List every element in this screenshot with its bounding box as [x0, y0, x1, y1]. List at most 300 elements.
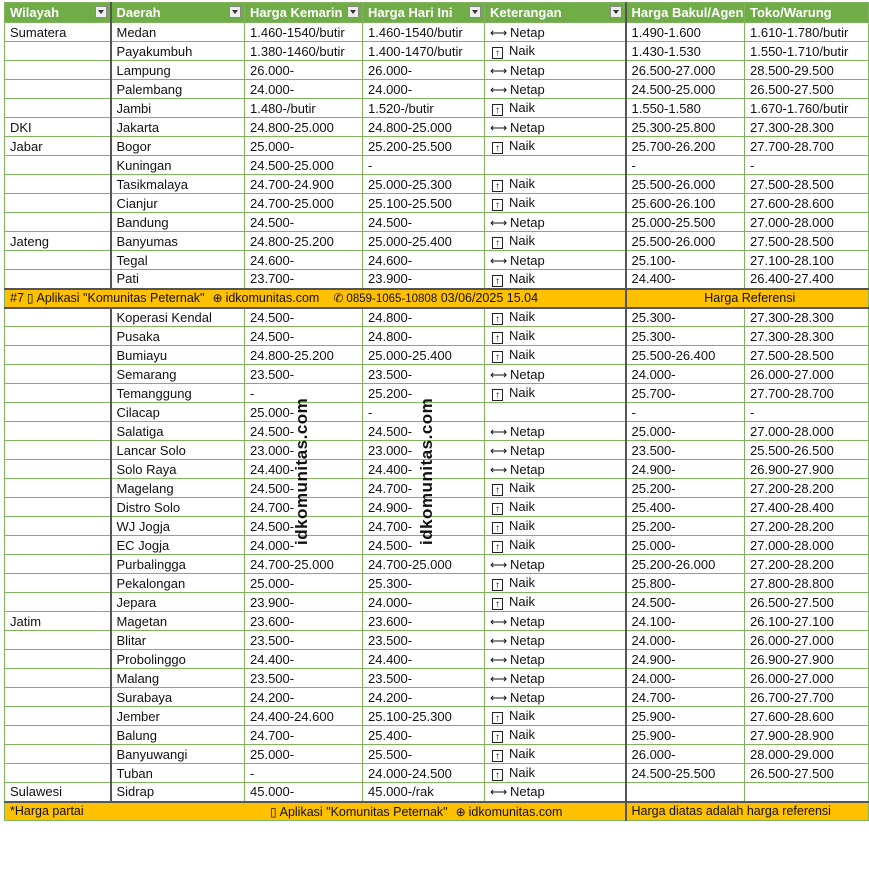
table-cell[interactable] — [485, 403, 626, 422]
table-cell[interactable] — [5, 23, 111, 42]
arrow-left-right-icon: ⟷ — [490, 443, 508, 458]
table-cell[interactable] — [363, 631, 485, 650]
table-cell[interactable] — [745, 688, 869, 707]
table-cell[interactable] — [245, 61, 363, 80]
table-cell[interactable] — [485, 175, 626, 194]
table-cell[interactable] — [245, 365, 363, 384]
table-cell[interactable] — [111, 574, 245, 593]
table-cell[interactable] — [485, 783, 626, 802]
table-cell[interactable] — [111, 384, 245, 403]
table-cell[interactable] — [485, 232, 626, 251]
table-row — [5, 612, 869, 631]
table-cell[interactable] — [5, 460, 111, 479]
table-cell[interactable] — [5, 80, 111, 99]
table-cell[interactable] — [5, 707, 111, 726]
table-cell[interactable] — [485, 631, 626, 650]
table-cell[interactable] — [363, 194, 485, 213]
table-cell[interactable] — [363, 764, 485, 783]
table-cell[interactable] — [5, 764, 111, 783]
table-cell[interactable] — [485, 574, 626, 593]
table-cell[interactable] — [363, 156, 485, 175]
table-cell[interactable] — [485, 536, 626, 555]
cell-value: 24.700-25.000 — [368, 556, 452, 572]
table-cell[interactable] — [745, 99, 869, 118]
table-cell[interactable] — [5, 213, 111, 232]
table-cell[interactable] — [626, 498, 745, 517]
table-cell[interactable] — [485, 270, 626, 289]
table-cell[interactable] — [363, 555, 485, 574]
table-cell[interactable] — [245, 232, 363, 251]
table-cell[interactable] — [363, 118, 485, 137]
table-cell[interactable] — [363, 365, 485, 384]
table-cell[interactable] — [485, 99, 626, 118]
table-cell[interactable] — [245, 612, 363, 631]
band-website[interactable]: idkomunitas.com — [225, 291, 320, 305]
table-cell[interactable] — [111, 327, 245, 346]
table-cell[interactable] — [245, 213, 363, 232]
table-cell[interactable] — [363, 232, 485, 251]
table-cell[interactable] — [745, 764, 869, 783]
table-cell[interactable] — [5, 479, 111, 498]
table-cell[interactable] — [111, 23, 245, 42]
table-cell[interactable] — [626, 688, 745, 707]
table-cell[interactable] — [5, 99, 111, 118]
table-cell[interactable] — [111, 726, 245, 745]
table-cell[interactable] — [745, 631, 869, 650]
table-cell[interactable] — [485, 365, 626, 384]
table-cell[interactable] — [5, 232, 111, 251]
table-cell[interactable] — [245, 23, 363, 42]
table-cell[interactable] — [111, 403, 245, 422]
table-cell[interactable] — [363, 308, 485, 327]
table-cell[interactable] — [245, 707, 363, 726]
table-cell[interactable] — [245, 99, 363, 118]
table-cell[interactable] — [626, 308, 745, 327]
table-cell[interactable] — [626, 764, 745, 783]
table-cell[interactable] — [485, 555, 626, 574]
table-cell[interactable] — [626, 555, 745, 574]
table-cell[interactable] — [485, 669, 626, 688]
table-cell[interactable] — [626, 726, 745, 745]
table-cell[interactable] — [626, 574, 745, 593]
table-cell[interactable] — [745, 745, 869, 764]
table-cell[interactable] — [5, 61, 111, 80]
table-cell[interactable] — [5, 251, 111, 270]
table-cell[interactable] — [626, 232, 745, 251]
cell-value: - — [750, 404, 755, 420]
filter-dropdown-icon[interactable] — [347, 6, 359, 18]
table-cell[interactable] — [245, 156, 363, 175]
table-cell[interactable] — [626, 118, 745, 137]
table-cell[interactable] — [111, 612, 245, 631]
table-cell[interactable] — [485, 137, 626, 156]
table-cell[interactable] — [485, 308, 626, 327]
table-cell[interactable] — [5, 42, 111, 61]
table-cell[interactable] — [485, 726, 626, 745]
table-cell[interactable] — [626, 384, 745, 403]
cell-value: 25.200- — [631, 480, 676, 496]
table-cell[interactable] — [626, 365, 745, 384]
table-cell[interactable] — [111, 650, 245, 669]
cell-value: Jateng — [10, 233, 50, 249]
table-cell[interactable] — [5, 593, 111, 612]
table-cell[interactable] — [111, 99, 245, 118]
cell-value: 25.000-25.400 — [368, 233, 452, 249]
table-cell[interactable] — [5, 669, 111, 688]
cell-value: 24.500-25.500 — [631, 765, 716, 781]
table-cell[interactable] — [485, 80, 626, 99]
table-cell[interactable] — [626, 650, 745, 669]
table-cell[interactable] — [245, 194, 363, 213]
table-cell[interactable] — [745, 422, 869, 441]
table-cell[interactable] — [485, 384, 626, 403]
table-cell[interactable] — [111, 365, 245, 384]
table-cell[interactable] — [111, 764, 245, 783]
table-cell[interactable] — [745, 669, 869, 688]
table-cell[interactable] — [745, 574, 869, 593]
table-cell[interactable] — [485, 593, 626, 612]
table-cell[interactable] — [626, 137, 745, 156]
table-cell[interactable] — [485, 707, 626, 726]
cell-value: 1.460-1540/butir — [368, 24, 463, 40]
table-cell[interactable] — [626, 99, 745, 118]
table-row — [5, 707, 869, 726]
table-cell[interactable] — [626, 593, 745, 612]
cell-value: 25.300- — [368, 575, 413, 591]
table-cell[interactable] — [626, 441, 745, 460]
table-cell[interactable] — [745, 42, 869, 61]
table-cell[interactable] — [363, 23, 485, 42]
table-cell[interactable] — [363, 688, 485, 707]
table-cell[interactable] — [111, 175, 245, 194]
table-cell[interactable] — [485, 194, 626, 213]
table-cell[interactable] — [5, 346, 111, 365]
table-cell[interactable] — [485, 156, 626, 175]
table-cell[interactable] — [626, 403, 745, 422]
table-cell[interactable] — [626, 346, 745, 365]
table-cell[interactable] — [626, 42, 745, 61]
table-cell[interactable] — [363, 650, 485, 669]
filter-dropdown-icon[interactable] — [95, 6, 107, 18]
table-cell[interactable] — [5, 574, 111, 593]
table-cell[interactable] — [245, 726, 363, 745]
table-cell[interactable] — [5, 555, 111, 574]
table-cell[interactable] — [485, 612, 626, 631]
table-cell[interactable] — [626, 631, 745, 650]
table-cell[interactable] — [5, 403, 111, 422]
table-cell[interactable] — [485, 745, 626, 764]
table-cell[interactable] — [5, 175, 111, 194]
table-cell[interactable] — [5, 137, 111, 156]
cell-value: Banyuwangi — [116, 746, 188, 762]
table-cell[interactable] — [245, 175, 363, 194]
table-cell[interactable] — [111, 308, 245, 327]
table-cell[interactable] — [626, 327, 745, 346]
table-cell[interactable] — [111, 232, 245, 251]
table-cell[interactable] — [5, 517, 111, 536]
table-cell[interactable] — [485, 422, 626, 441]
table-cell[interactable] — [5, 726, 111, 745]
table-cell[interactable] — [745, 403, 869, 422]
table-cell[interactable] — [5, 156, 111, 175]
table-cell[interactable] — [111, 137, 245, 156]
table-cell[interactable] — [111, 745, 245, 764]
table-cell[interactable] — [245, 555, 363, 574]
table-cell[interactable] — [626, 783, 745, 802]
table-cell[interactable] — [111, 536, 245, 555]
cell-value: Pekalongan — [116, 575, 186, 591]
table-cell[interactable] — [111, 460, 245, 479]
table-cell[interactable] — [245, 745, 363, 764]
table-cell[interactable] — [745, 327, 869, 346]
table-cell[interactable] — [626, 707, 745, 726]
table-cell[interactable] — [745, 612, 869, 631]
footer-website[interactable]: idkomunitas.com — [468, 804, 563, 819]
cell-value: Naik — [509, 708, 536, 723]
table-cell[interactable] — [245, 308, 363, 327]
table-cell[interactable] — [745, 118, 869, 137]
table-cell[interactable] — [745, 365, 869, 384]
table-cell[interactable] — [745, 251, 869, 270]
table-cell[interactable] — [5, 688, 111, 707]
table-cell[interactable] — [745, 517, 869, 536]
table-cell[interactable] — [363, 42, 485, 61]
table-cell[interactable] — [5, 536, 111, 555]
table-cell[interactable] — [245, 631, 363, 650]
table-cell[interactable] — [626, 536, 745, 555]
table-cell[interactable] — [111, 707, 245, 726]
table-cell[interactable] — [745, 650, 869, 669]
table-cell[interactable] — [245, 574, 363, 593]
table-cell[interactable] — [5, 783, 111, 802]
table-cell[interactable] — [485, 61, 626, 80]
table-cell[interactable] — [626, 251, 745, 270]
table-cell[interactable] — [111, 498, 245, 517]
table-cell[interactable] — [626, 460, 745, 479]
table-cell[interactable] — [111, 593, 245, 612]
table-cell[interactable] — [485, 517, 626, 536]
arrow-up-icon: ↑ — [492, 313, 503, 325]
table-cell[interactable] — [745, 80, 869, 99]
cell-value: Jabar — [10, 138, 43, 154]
table-cell[interactable] — [745, 441, 869, 460]
table-cell[interactable] — [111, 555, 245, 574]
table-cell[interactable] — [5, 745, 111, 764]
table-cell[interactable] — [485, 498, 626, 517]
table-cell[interactable] — [745, 726, 869, 745]
table-cell[interactable] — [111, 688, 245, 707]
table-cell[interactable] — [5, 612, 111, 631]
table-cell[interactable] — [245, 346, 363, 365]
table-cell[interactable] — [245, 669, 363, 688]
filter-dropdown-icon[interactable] — [610, 6, 622, 18]
table-cell[interactable] — [111, 346, 245, 365]
table-cell[interactable] — [111, 194, 245, 213]
table-cell[interactable] — [745, 156, 869, 175]
table-cell[interactable] — [245, 42, 363, 61]
table-cell[interactable] — [245, 688, 363, 707]
table-cell[interactable] — [626, 479, 745, 498]
table-cell[interactable] — [363, 80, 485, 99]
table-cell[interactable] — [745, 384, 869, 403]
table-cell[interactable] — [363, 251, 485, 270]
table-cell[interactable] — [245, 137, 363, 156]
table-cell[interactable] — [745, 707, 869, 726]
table-cell[interactable] — [626, 745, 745, 764]
table-cell[interactable] — [363, 270, 485, 289]
table-cell[interactable] — [745, 270, 869, 289]
table-cell[interactable] — [485, 118, 626, 137]
cell-value: 24.500- — [250, 518, 295, 534]
table-cell[interactable] — [5, 194, 111, 213]
table-cell[interactable] — [5, 118, 111, 137]
table-cell[interactable] — [485, 346, 626, 365]
table-cell[interactable] — [363, 612, 485, 631]
table-cell[interactable] — [626, 422, 745, 441]
table-cell[interactable] — [245, 650, 363, 669]
table-cell[interactable] — [626, 213, 745, 232]
table-cell[interactable] — [363, 327, 485, 346]
filter-dropdown-icon[interactable] — [229, 6, 241, 18]
cell-value: Kuningan — [116, 157, 172, 173]
table-cell[interactable] — [111, 783, 245, 802]
table-cell[interactable] — [111, 631, 245, 650]
table-cell[interactable] — [626, 270, 745, 289]
table-cell[interactable] — [5, 422, 111, 441]
table-cell[interactable] — [485, 251, 626, 270]
table-cell[interactable] — [485, 42, 626, 61]
cell-value: 26.500-27.500 — [750, 765, 834, 781]
table-cell[interactable] — [245, 593, 363, 612]
table-cell[interactable] — [111, 42, 245, 61]
table-row — [5, 308, 869, 327]
table-cell[interactable] — [745, 213, 869, 232]
table-cell[interactable] — [745, 460, 869, 479]
cell-value: 28.500-29.500 — [750, 62, 834, 78]
table-cell[interactable] — [111, 118, 245, 137]
table-cell[interactable] — [111, 517, 245, 536]
table-cell[interactable] — [745, 175, 869, 194]
table-cell[interactable] — [745, 137, 869, 156]
table-cell[interactable] — [111, 156, 245, 175]
table-cell[interactable] — [245, 80, 363, 99]
table-cell[interactable] — [111, 479, 245, 498]
table-cell[interactable] — [745, 593, 869, 612]
table-cell[interactable] — [363, 175, 485, 194]
table-cell[interactable] — [745, 498, 869, 517]
table-cell[interactable] — [485, 441, 626, 460]
table-cell[interactable] — [5, 441, 111, 460]
table-cell[interactable] — [745, 23, 869, 42]
table-cell[interactable] — [626, 612, 745, 631]
table-cell[interactable] — [363, 213, 485, 232]
table-cell[interactable] — [485, 688, 626, 707]
table-cell[interactable] — [485, 764, 626, 783]
table-cell[interactable] — [745, 479, 869, 498]
column-header-label: Toko/Warung — [750, 5, 832, 20]
table-cell[interactable] — [363, 593, 485, 612]
table-cell[interactable] — [745, 308, 869, 327]
table-cell[interactable] — [626, 156, 745, 175]
table-cell[interactable] — [626, 194, 745, 213]
cell-value: 25.400- — [368, 727, 413, 743]
table-cell[interactable] — [363, 574, 485, 593]
cell-value: 25.000- — [250, 746, 295, 762]
table-cell[interactable] — [5, 270, 111, 289]
table-cell[interactable] — [111, 441, 245, 460]
table-cell[interactable] — [111, 213, 245, 232]
table-cell[interactable] — [626, 61, 745, 80]
table-cell[interactable] — [111, 422, 245, 441]
table-cell[interactable] — [626, 669, 745, 688]
cell-value: 23.600- — [250, 613, 295, 629]
cell-value: Netap — [510, 670, 545, 686]
table-cell[interactable] — [485, 460, 626, 479]
table-cell[interactable] — [485, 213, 626, 232]
table-cell[interactable] — [363, 669, 485, 688]
table-cell[interactable] — [363, 99, 485, 118]
table-cell[interactable] — [363, 726, 485, 745]
table-cell[interactable] — [111, 669, 245, 688]
table-cell[interactable] — [626, 80, 745, 99]
table-cell[interactable] — [745, 555, 869, 574]
table-cell[interactable] — [745, 346, 869, 365]
table-cell[interactable] — [245, 251, 363, 270]
table-cell[interactable] — [245, 783, 363, 802]
table-cell[interactable] — [111, 251, 245, 270]
arrow-up-icon: ↑ — [492, 541, 503, 553]
table-cell[interactable] — [363, 137, 485, 156]
table-cell[interactable] — [485, 650, 626, 669]
table-cell[interactable] — [111, 61, 245, 80]
table-cell[interactable] — [626, 517, 745, 536]
cell-value: 25.200-26.000 — [631, 556, 716, 572]
table-cell[interactable] — [5, 308, 111, 327]
cell-value: 26.100-27.100 — [750, 613, 834, 629]
table-cell[interactable] — [5, 631, 111, 650]
table-cell[interactable] — [111, 270, 245, 289]
table-cell[interactable] — [5, 327, 111, 346]
table-cell[interactable] — [245, 118, 363, 137]
table-cell[interactable] — [485, 479, 626, 498]
table-cell[interactable] — [745, 61, 869, 80]
table-cell[interactable] — [363, 745, 485, 764]
table-cell[interactable] — [245, 327, 363, 346]
table-cell[interactable] — [5, 365, 111, 384]
table-cell[interactable] — [745, 536, 869, 555]
table-cell[interactable] — [363, 61, 485, 80]
table-cell[interactable] — [5, 650, 111, 669]
table-cell[interactable] — [111, 80, 245, 99]
table-cell[interactable] — [626, 175, 745, 194]
table-cell[interactable] — [745, 194, 869, 213]
table-cell[interactable] — [245, 270, 363, 289]
table-cell[interactable] — [626, 23, 745, 42]
table-cell[interactable] — [363, 346, 485, 365]
table-cell[interactable] — [485, 327, 626, 346]
table-cell[interactable] — [363, 783, 485, 802]
table-cell[interactable] — [363, 707, 485, 726]
cell-value: Netap — [510, 784, 545, 800]
table-cell[interactable] — [5, 498, 111, 517]
table-cell[interactable] — [5, 384, 111, 403]
table-cell[interactable] — [745, 783, 869, 802]
table-cell[interactable] — [745, 232, 869, 251]
filter-dropdown-icon[interactable] — [469, 6, 481, 18]
table-cell[interactable] — [485, 23, 626, 42]
table-cell[interactable] — [245, 764, 363, 783]
cell-value: 24.800- — [368, 309, 413, 325]
